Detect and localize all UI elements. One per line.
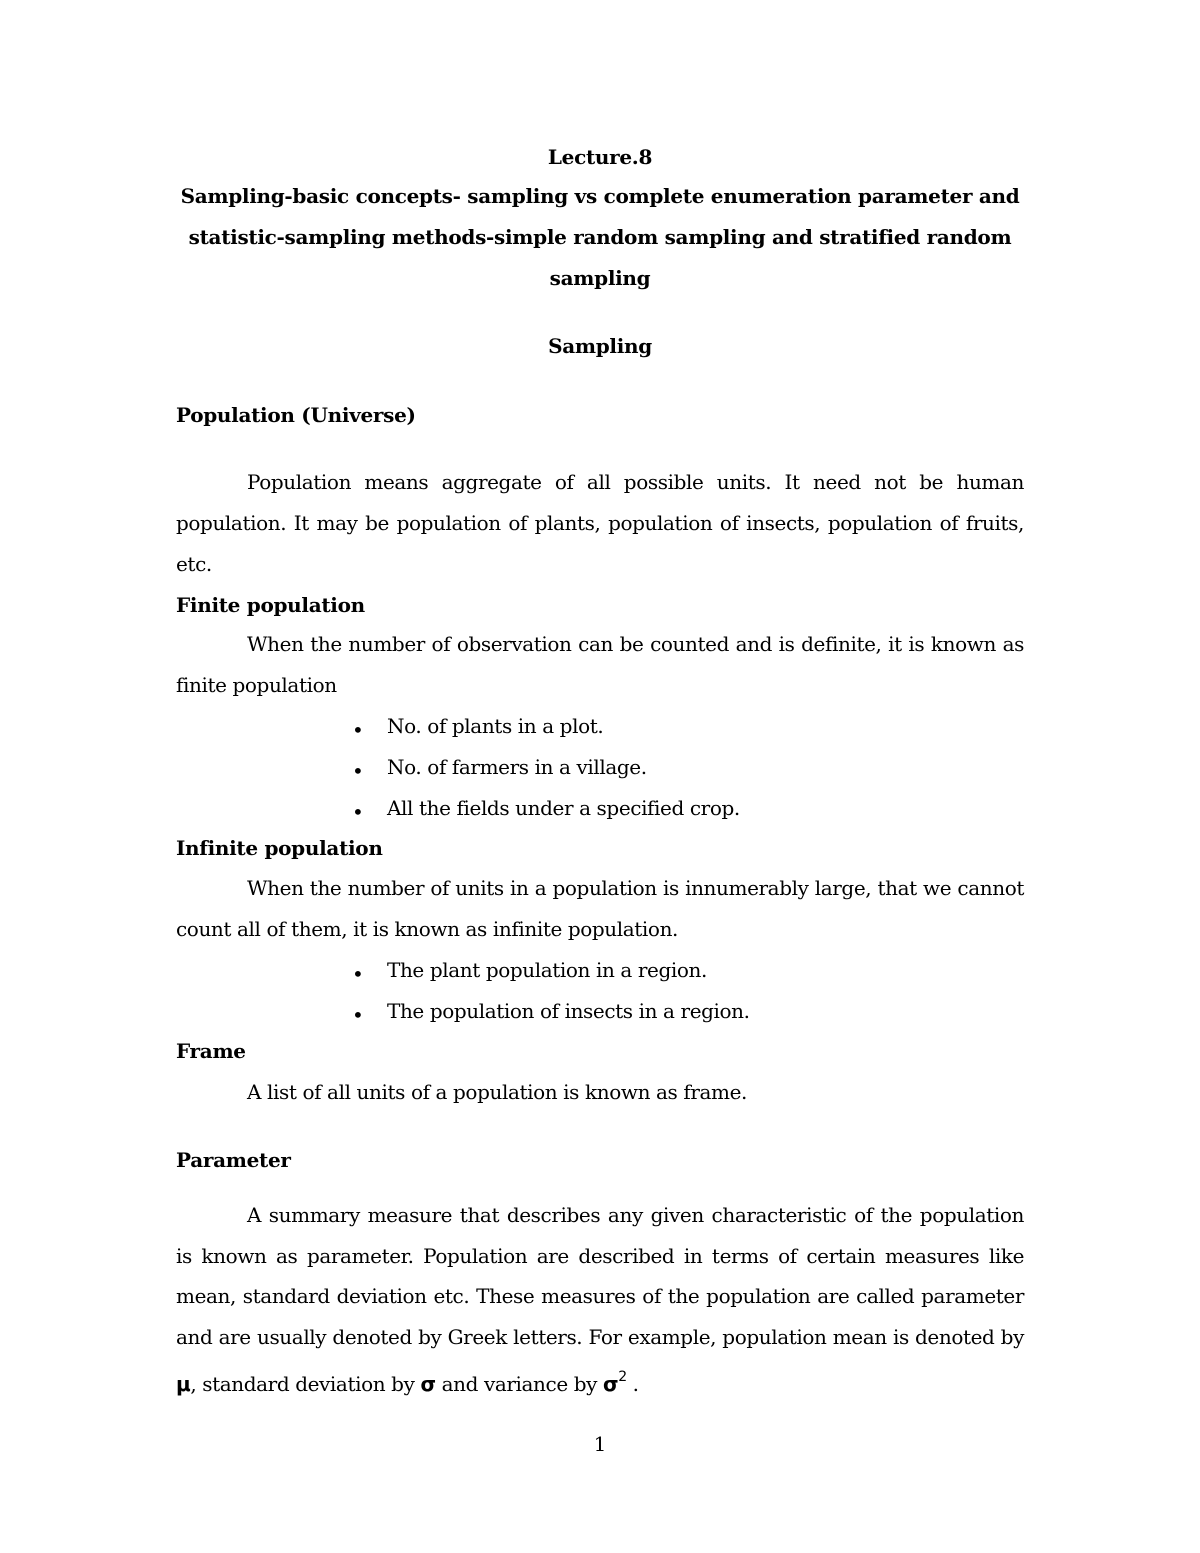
- frame-text: A list of all units of a population is known as frame.: [247, 1080, 747, 1104]
- page-number: 1: [593, 1432, 607, 1456]
- bullet-icon: •: [352, 1003, 364, 1027]
- list-item: • The plant population in a region.: [352, 958, 707, 986]
- population-heading: Population (Universe): [176, 403, 416, 427]
- subtitle-line-1: Sampling-basic concepts- sampling vs complete enumeration parameter and: [180, 184, 1020, 208]
- infinite-population-list: [352, 958, 750, 1040]
- section-title: Sampling: [548, 334, 652, 358]
- finite-population-list: [352, 714, 740, 837]
- list-item: • No. of farmers in a village.: [352, 755, 647, 783]
- infinite-population-heading: Infinite population: [176, 836, 383, 860]
- finite-population-text: When the number of observation can be counted and is definite, it is known as finite population: [176, 632, 1024, 697]
- sigma-squared-symbol: σ: [603, 1372, 619, 1396]
- finite-population-paragraph: [176, 624, 1024, 706]
- finite-population-heading: Finite population: [176, 593, 365, 617]
- frame-heading: Frame: [176, 1039, 246, 1063]
- parameter-heading: Parameter: [176, 1148, 291, 1172]
- bullet-icon: •: [352, 962, 364, 986]
- bullet-icon: •: [352, 759, 364, 783]
- bullet-icon: •: [352, 718, 364, 742]
- subtitle-line-2: statistic-sampling methods-simple random sampling and stratified random: [188, 225, 1012, 249]
- mu-symbol: μ: [176, 1372, 191, 1396]
- list-item: • The population of insects in a region.: [352, 999, 750, 1027]
- infinite-population-text: When the number of units in a population is innumerably large, that we cannot count all of them, it is known as infinite population.: [176, 876, 1024, 941]
- subtitle-line-3: sampling: [549, 266, 651, 290]
- population-text: Population means aggregate of all possible units. It need not be human population. It may be population of plants, population of insects, population of fruits, etc.: [176, 470, 1024, 576]
- list-item: • All the fields under a specified crop.: [352, 796, 740, 824]
- parameter-text: A summary measure that describes any given characteristic of the population is known as parameter. Population are described in terms of certain measures like mean, standard deviation etc. These measures of the population are called parameter and are usually denoted by Greek letters. For example, population mean is denoted by μ, standard deviation by σ and variance by $\sigma^2$ .: [176, 1203, 1024, 1396]
- sigma-symbol: σ: [420, 1372, 436, 1396]
- lecture-title: Lecture.8: [547, 145, 653, 169]
- superscript-two: 2: [618, 1369, 627, 1385]
- list-item: • No. of plants in a plot.: [352, 714, 604, 742]
- population-paragraph: [176, 462, 1024, 585]
- bullet-icon: •: [352, 800, 364, 824]
- parameter-paragraph: [176, 1195, 1024, 1405]
- infinite-population-paragraph: [176, 868, 1024, 950]
